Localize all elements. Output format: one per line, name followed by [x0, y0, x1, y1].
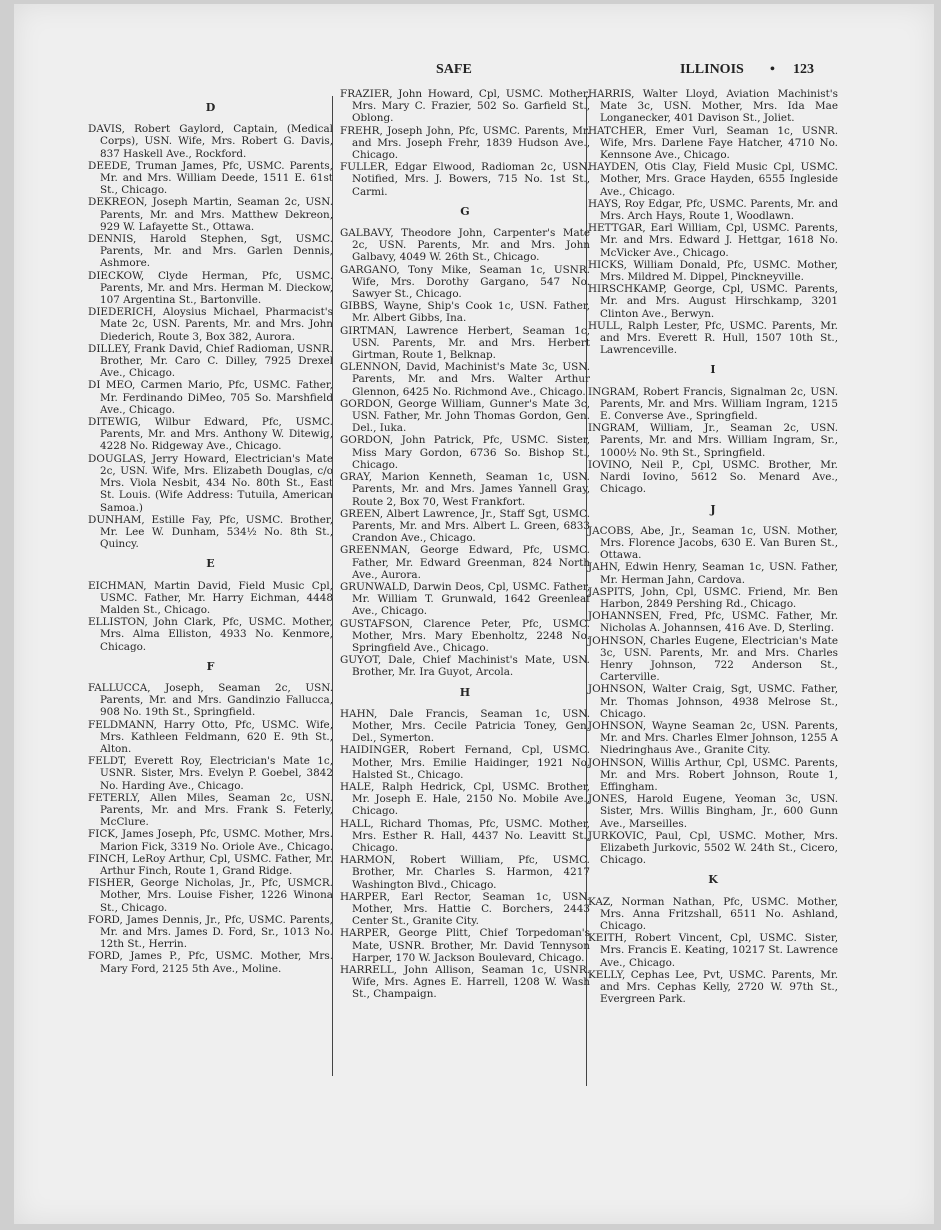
section-letter: E	[206, 557, 215, 571]
roster-entry: HICKS, William Donald, Pfc, USMC. Mother, Mrs. Mildred M. Dippel, Pinckneyville.	[588, 258, 838, 284]
roster-entry: HARPER, George Plitt, Chief Torpedoman's Mate, USNR. Brother, Mr. David Tennyson Harper, 170 W. Jackson Boulevard, Chicago.	[340, 927, 590, 964]
roster-entry: JOHNSON, Willis Arthur, Cpl, USMC. Parents, Mr. and Mrs. Robert Johnson, Route 1, Effingham.	[588, 756, 838, 793]
roster-entry: GREEN, Albert Lawrence, Jr., Staff Sgt, USMC. Parents, Mr. and Mrs. Albert L. Green, 6833 Crandon Ave., Chicago.	[340, 507, 590, 545]
section-letter: D	[205, 101, 216, 114]
document-page	[14, 4, 934, 1224]
roster-entry: IOVINO, Neil P., Cpl, USMC. Brother, Mr. Nardi Iovino, 5612 So. Menard Ave., Chicago.	[588, 458, 838, 496]
roster-entry: INGRAM, Robert Francis, Signalman 2c, USN. Parents, Mr. and Mrs. William Ingram, 1215 E. Converse Ave., Springfield.	[588, 385, 838, 423]
roster-entry: DI MEO, Carmen Mario, Pfc, USMC. Father, Mr. Ferdinando DiMeo, 705 So. Marshfield Ave., Chicago.	[88, 379, 333, 416]
header-section-title: SAFE	[436, 62, 472, 77]
column-2	[340, 88, 590, 1001]
roster-entry: HATCHER, Emer Vurl, Seaman 1c, USNR. Wife, Mrs. Darlene Faye Hatcher, 4710 No. Kennsone Ave., Chicago.	[588, 124, 838, 162]
roster-entry: GORDON, George William, Gunner's Mate 3c, USN. Father, Mr. John Thomas Gordon, Gen. Del., Iuka.	[340, 397, 590, 435]
roster-entry: HAHN, Dale Francis, Seaman 1c, USN. Mother, Mrs. Cecile Patricia Toney, Gen. Del., Symerton.	[340, 707, 590, 745]
section-letter: F	[206, 659, 215, 673]
roster-entry: ELLISTON, John Clark, Pfc, USMC. Mother, Mrs. Alma Elliston, 4933 No. Kenmore, Chicago.	[88, 616, 333, 653]
roster-entry: GARGANO, Tony Mike, Seaman 1c, USNR. Wife, Mrs. Dorothy Gargano, 547 No. Sawyer St., Chicago.	[340, 263, 590, 301]
roster-entry: GREENMAN, George Edward, Pfc, USMC. Father, Mr. Edward Greenman, 824 North Ave., Aurora.	[340, 544, 590, 581]
section-letter: J	[710, 502, 716, 516]
roster-entry: JOHNSON, Charles Eugene, Electrician's Mate 3c, USN. Parents, Mr. and Mrs. Charles Henry Johnson, 722 Anderson St., Carterville.	[588, 634, 838, 684]
roster-entry: DENNIS, Harold Stephen, Sgt, USMC. Parents, Mr. and Mrs. Garlen Dennis, Ashmore.	[88, 233, 333, 270]
roster-entry: GRAY, Marion Kenneth, Seaman 1c, USN. Parents, Mr. and Mrs. James Yannell Gray, Route 2, Box 70, West Frankfort.	[340, 471, 590, 508]
roster-entry: HARRIS, Walter Lloyd, Aviation Machinist's Mate 3c, USN. Mother, Mrs. Ida Mae Longanecker, 401 Davison St., Joliet.	[588, 88, 838, 125]
roster-entry: DUNHAM, Estille Fay, Pfc, USMC. Brother, Mr. Lee W. Dunham, 534½ No. 8th St., Quincy.	[88, 513, 333, 551]
roster-entry: KAZ, Norman Nathan, Pfc, USMC. Mother, Mrs. Anna Fritzshall, 6511 No. Ashland, Chicago.	[588, 895, 838, 932]
roster-entry: HIRSCHKAMP, George, Cpl, USMC. Parents, Mr. and Mrs. August Hirschkamp, 3201 Clinton Ave., Berwyn.	[588, 283, 838, 320]
roster-entry: HAYS, Roy Edgar, Pfc, USMC. Parents, Mr. and Mrs. Arch Hays, Route 1, Woodlawn.	[588, 197, 838, 223]
roster-entry: FRAZIER, John Howard, Cpl, USMC. Mother, Mrs. Mary C. Frazier, 502 So. Garfield St., Oblong.	[340, 88, 590, 125]
roster-entry: FINCH, LeRoy Arthur, Cpl, USMC. Father, Mr. Arthur Finch, Route 1, Grand Ridge.	[88, 852, 333, 877]
roster-entry: FORD, James Dennis, Jr., Pfc, USMC. Parents, Mr. and Mrs. James D. Ford, Sr., 1013 No. 12th St., Herrin.	[88, 913, 333, 951]
roster-entry: DAVIS, Robert Gaylord, Captain, (Medical Corps), USN. Wife, Mrs. Robert G. Davis, 837 Haskell Ave., Rockford.	[88, 123, 333, 160]
roster-entry: GLENNON, David, Machinist's Mate 3c, USN. Parents, Mr. and Mrs. Walter Arthur Glennon, 6425 No. Richmond Ave., Chicago.	[340, 361, 590, 398]
roster-entry: JOHANNSEN, Fred, Pfc, USMC. Father, Mr. Nicholas A. Johannsen, 416 Ave. D, Sterling.	[588, 610, 838, 635]
roster-entry: JONES, Harold Eugene, Yeoman 3c, USN. Sister, Mrs. Willis Bingham, Jr., 600 Gunn Ave., Marseilles.	[588, 793, 838, 830]
roster-entry: JOHNSON, Wayne Seaman 2c, USN. Parents, Mr. and Mrs. Charles Elmer Johnson, 1255 A Niedringhaus Ave., Granite City.	[588, 719, 838, 757]
roster-entry: HALL, Richard Thomas, Pfc, USMC. Mother, Mrs. Esther R. Hall, 4437 No. Leavitt St., Chicago.	[340, 817, 590, 854]
roster-entry: HARRELL, John Allison, Seaman 1c, USNR. Wife, Mrs. Agnes E. Harrell, 1208 W. Wash St., Champaign.	[340, 964, 590, 1001]
page-number: 123	[793, 62, 814, 77]
roster-entry: HARPER, Earl Rector, Seaman 1c, USN. Mother, Mrs. Hattie C. Borchers, 2443 Center St., Granite City.	[340, 890, 590, 928]
roster-entry: JOHNSON, Walter Craig, Sgt, USMC. Father, Mr. Thomas Johnson, 4938 Melrose St., Chicago.	[588, 683, 838, 720]
roster-entry: FELDMANN, Harry Otto, Pfc, USMC. Wife, Mrs. Kathleen Feldmann, 620 E. 9th St., Alton.	[88, 718, 333, 755]
header-bullet: •	[770, 62, 775, 77]
roster-entry: KEITH, Robert Vincent, Cpl, USMC. Sister, Mrs. Francis E. Keating, 10217 St. Lawrence Ave., Chicago.	[588, 932, 838, 969]
roster-entry: GORDON, John Patrick, Pfc, USMC. Sister, Miss Mary Gordon, 6736 So. Bishop St., Chicago.	[340, 434, 590, 471]
roster-entry: DEKREON, Joseph Martin, Seaman 2c, USN. Parents, Mr. and Mrs. Matthew Dekreon, 929 W. Lafayette St., Ottawa.	[88, 196, 333, 233]
roster-entry: DIECKOW, Clyde Herman, Pfc, USMC. Parents, Mr. and Mrs. Herman M. Dieckow, 107 Argentina St., Bartonville.	[88, 269, 333, 307]
roster-entry: FETERLY, Allen Miles, Seaman 2c, USN. Parents, Mr. and Mrs. Frank S. Feterly, McClure.	[88, 791, 333, 829]
roster-entry: JAHN, Edwin Henry, Seaman 1c, USN. Father, Mr. Herman Jahn, Cardova.	[588, 561, 838, 586]
column-3	[588, 88, 838, 1005]
column-1	[88, 94, 333, 975]
section-letter: I	[710, 363, 716, 377]
roster-entry: INGRAM, William, Jr., Seaman 2c, USN. Parents, Mr. and Mrs. William Ingram, Sr., 1000½ No. 9th St., Springfield.	[588, 422, 838, 459]
roster-entry: HULL, Ralph Lester, Pfc, USMC. Parents, Mr. and Mrs. Everett R. Hull, 1507 10th St., Lawrenceville.	[588, 319, 838, 357]
roster-entry: HAIDINGER, Robert Fernand, Cpl, USMC. Mother, Mrs. Emilie Haidinger, 1921 No. Halsted St., Chicago.	[340, 744, 590, 781]
roster-entry: GUYOT, Dale, Chief Machinist's Mate, USN. Brother, Mr. Ira Guyot, Arcola.	[340, 654, 590, 679]
roster-entry: DIEDERICH, Aloysius Michael, Pharmacist's Mate 2c, USN. Parents, Mr. and Mrs. John Diederich, Route 3, Box 382, Aurora.	[88, 306, 333, 343]
roster-entry: EICHMAN, Martin David, Field Music Cpl, USMC. Father, Mr. Harry Eichman, 4448 Malden St., Chicago.	[88, 579, 333, 616]
roster-entry: KELLY, Cephas Lee, Pvt, USMC. Parents, Mr. and Mrs. Cephas Kelly, 2720 W. 97th St., Evergreen Park.	[588, 968, 838, 1006]
roster-entry: FULLER, Edgar Elwood, Radioman 2c, USN. Notified, Mrs. J. Bowers, 715 No. 1st St., Carmi.	[340, 161, 590, 198]
roster-entry: JASPITS, John, Cpl, USMC. Friend, Mr. Ben Harbon, 2849 Pershing Rd., Chicago.	[588, 585, 838, 610]
roster-entry: HETTGAR, Earl William, Cpl, USMC. Parents, Mr. and Mrs. Edward J. Hettgar, 1618 No. McVicker Ave., Chicago.	[588, 222, 838, 259]
roster-entry: FELDT, Everett Roy, Electrician's Mate 1c, USNR. Sister, Mrs. Evelyn P. Goebel, 3842 No. Harding Ave., Chicago.	[88, 755, 333, 792]
roster-entry: HALE, Ralph Hedrick, Cpl, USMC. Brother, Mr. Joseph E. Hale, 2150 No. Mobile Ave., Chicago.	[340, 780, 590, 818]
roster-entry: HARMON, Robert William, Pfc, USMC. Brother, Mr. Charles S. Harmon, 4217 Washington Blvd., Chicago.	[340, 854, 590, 891]
roster-entry: DILLEY, Frank David, Chief Radioman, USNR. Brother, Mr. Caro C. Dilley, 7925 Drexel Ave., Chicago.	[88, 342, 333, 380]
roster-entry: HAYDEN, Otis Clay, Field Music Cpl, USMC. Mother, Mrs. Grace Hayden, 6555 Ingleside Ave., Chicago.	[588, 161, 838, 198]
roster-entry: GALBAVY, Theodore John, Carpenter's Mate 2c, USN. Parents, Mr. and Mrs. John Galbavy, 4049 W. 26th St., Chicago.	[340, 227, 590, 264]
roster-entry: JACOBS, Abe, Jr., Seaman 1c, USN. Mother, Mrs. Florence Jacobs, 630 E. Van Buren St., Ottawa.	[588, 524, 838, 562]
roster-entry: DOUGLAS, Jerry Howard, Electrician's Mate 2c, USN. Wife, Mrs. Elizabeth Douglas, c/o Mrs. Viola Nesbit, 434 No. 80th St., East St. Louis. (Wife Address: Tutuila, American Samoa.)	[88, 452, 333, 514]
roster-entry: GRUNWALD, Darwin Deos, Cpl, USMC. Father, Mr. William T. Grunwald, 1642 Greenleaf Ave., Chicago.	[340, 580, 590, 618]
roster-entry: DITEWIG, Wilbur Edward, Pfc, USMC. Parents, Mr. and Mrs. Anthony W. Ditewig, 4228 No. Ridgeway Ave., Chicago.	[88, 416, 333, 453]
roster-entry: FALLUCCA, Joseph, Seaman 2c, USN. Parents, Mr. and Mrs. Gandinzio Fallucca, 908 No. 19th St., Springfield.	[88, 681, 333, 719]
roster-entry: FORD, James P., Pfc, USMC. Mother, Mrs. Mary Ford, 2125 5th Ave., Moline.	[88, 950, 333, 975]
roster-entry: FISHER, George Nicholas, Jr., Pfc, USMCR. Mother, Mrs. Louise Fisher, 1226 Winona St., Chicago.	[88, 877, 333, 914]
page-header	[14, 62, 934, 82]
roster-entry: GUSTAFSON, Clarence Peter, Pfc, USMC. Mother, Mrs. Mary Ebenholtz, 2248 No. Springfield Ave., Chicago.	[340, 617, 590, 654]
roster-entry: GIRTMAN, Lawrence Herbert, Seaman 1c, USN. Parents, Mr. and Mrs. Herbert Girtman, Route 1, Belknap.	[340, 324, 590, 362]
roster-entry: FREHR, Joseph John, Pfc, USMC. Parents, Mr. and Mrs. Joseph Frehr, 1839 Hudson Ave., Chicago.	[340, 124, 590, 162]
roster-entry: FICK, James Joseph, Pfc, USMC. Mother, Mrs. Marion Fick, 3319 No. Oriole Ave., Chicago.	[88, 828, 334, 853]
header-state-title: ILLINOIS	[680, 62, 744, 77]
section-letter: H	[459, 685, 471, 699]
section-letter: K	[708, 873, 718, 887]
roster-entry: GIBBS, Wayne, Ship's Cook 1c, USN. Father, Mr. Albert Gibbs, Ina.	[340, 300, 590, 325]
section-letter: G	[460, 204, 470, 218]
roster-entry: JURKOVIC, Paul, Cpl, USMC. Mother, Mrs. Elizabeth Jurkovic, 5502 W. 24th St., Cicero, Chicago.	[588, 829, 838, 867]
roster-entry: DEEDE, Truman James, Pfc, USMC. Parents, Mr. and Mrs. William Deede, 1511 E. 61st St., Chicago.	[88, 159, 333, 197]
